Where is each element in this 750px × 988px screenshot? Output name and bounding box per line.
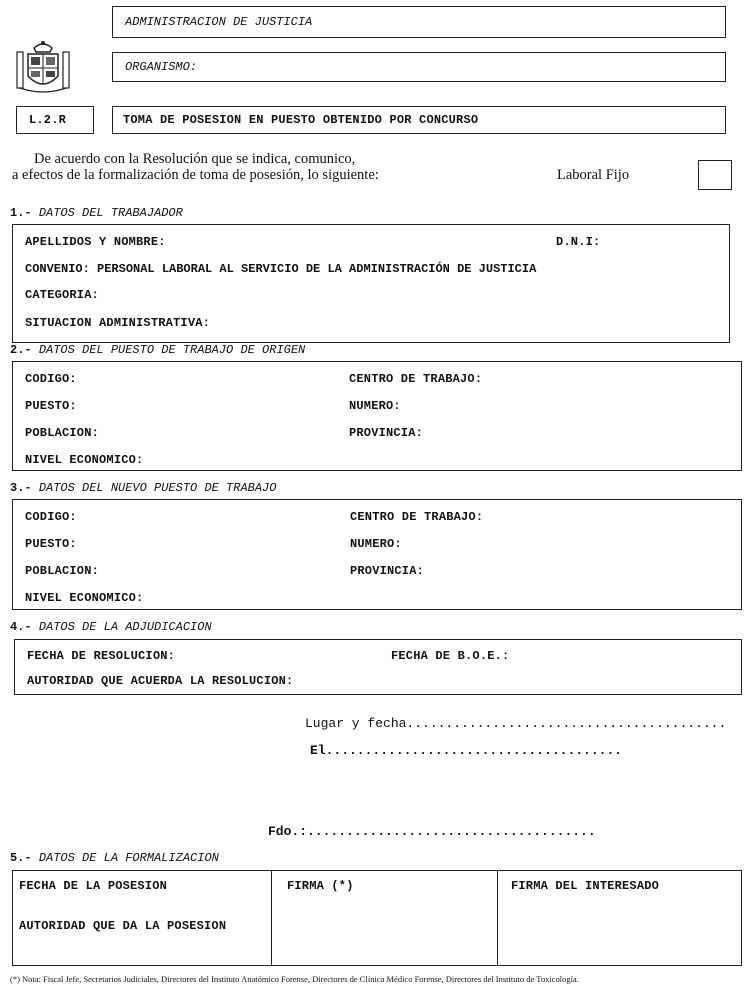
section-5-divider-1 (271, 871, 272, 965)
section-1-box (12, 224, 730, 343)
situacion-label: SITUACION ADMINISTRATIVA: (25, 316, 211, 330)
form-title-box (112, 106, 726, 134)
nuevo-nivel-label: NIVEL ECONOMICO: (25, 591, 144, 605)
section-4-box (14, 639, 742, 695)
fecha-posesion-label: FECHA DE LA POSESION (19, 879, 168, 893)
categoria-label: CATEGORIA: (25, 288, 100, 302)
section-3-heading (10, 481, 276, 495)
section-5-number: 5.- (10, 851, 32, 865)
section-2-box (12, 361, 742, 471)
section-3-number: 3.- (10, 481, 32, 495)
organismo-box (112, 52, 726, 82)
coat-of-arms-emblem (14, 38, 72, 96)
section-5-title: DATOS DE LA FORMALIZACION (38, 851, 219, 865)
firma-label: FIRMA (*) (287, 879, 354, 893)
organismo-label: ORGANISMO: (125, 60, 198, 74)
admin-title: ADMINISTRACION DE JUSTICIA (125, 15, 313, 29)
section-3-title: DATOS DEL NUEVO PUESTO DE TRABAJO (38, 481, 277, 495)
nuevo-centro-label: CENTRO DE TRABAJO: (350, 510, 484, 524)
nuevo-codigo-label: CODIGO: (25, 510, 77, 524)
nuevo-poblacion-label: POBLACION: (25, 564, 100, 578)
intro-line2: a efectos de la formalización de toma de posesión, lo siguiente: (12, 167, 379, 183)
fecha-boe-label: FECHA DE B.O.E.: (391, 649, 510, 663)
apellidos-label: APELLIDOS Y NOMBRE: (25, 235, 166, 249)
nuevo-numero-label: NUMERO: (350, 537, 402, 551)
section-4-number: 4.- (10, 620, 32, 634)
origen-nivel-label: NIVEL ECONOMICO: (25, 453, 144, 467)
autoridad-resolucion-label: AUTORIDAD QUE ACUERDA LA RESOLUCION: (27, 674, 294, 688)
section-3-box (12, 499, 742, 610)
section-1-heading (10, 206, 183, 220)
section-5-divider-2 (497, 871, 498, 965)
section-5-heading (10, 851, 219, 865)
admin-header-box (112, 6, 726, 38)
section-4-title: DATOS DE LA ADJUDICACION (38, 620, 212, 634)
origen-codigo-label: CODIGO: (25, 372, 77, 386)
origen-puesto-label: PUESTO: (25, 399, 77, 413)
laboral-fijo-label: Laboral Fijo (557, 167, 630, 183)
laboral-fijo-checkbox[interactable] (698, 160, 732, 190)
section-1-title: DATOS DEL TRABAJADOR (38, 206, 183, 220)
intro-line1: De acuerdo con la Resolución que se indica, comunico, (34, 151, 356, 167)
origen-provincia-label: PROVINCIA: (349, 426, 424, 440)
lugar-fecha-line: Lugar y fecha......................................... (305, 716, 727, 731)
origen-numero-label: NUMERO: (349, 399, 401, 413)
form-title: TOMA DE POSESION EN PUESTO OBTENIDO POR CONCURSO (123, 113, 479, 127)
origen-centro-label: CENTRO DE TRABAJO: (349, 372, 483, 386)
section-2-heading (10, 343, 305, 357)
fecha-resolucion-label: FECHA DE RESOLUCION: (27, 649, 176, 663)
section-1-number: 1.- (10, 206, 32, 220)
form-code-box (16, 106, 94, 134)
footnote: (*) Nota: Fiscal Jefe, Secretarios Judiciales, Directores del Instituto Anatómico Forense, Directores de Clínica Médico Forense, Directores del Instituto de Toxicología. (10, 974, 579, 984)
form-code: L.2.R (29, 113, 67, 127)
nuevo-puesto-label: PUESTO: (25, 537, 77, 551)
origen-poblacion-label: POBLACION: (25, 426, 100, 440)
dni-label: D.N.I: (556, 235, 601, 249)
el-line: El...................................... (310, 743, 623, 758)
section-4-heading (10, 620, 212, 634)
nuevo-provincia-label: PROVINCIA: (350, 564, 425, 578)
section-2-number: 2.- (10, 343, 32, 357)
section-5-box (12, 870, 742, 966)
autoridad-posesion-label: AUTORIDAD QUE DA LA POSESION (19, 919, 227, 933)
convenio-label: CONVENIO: PERSONAL LABORAL AL SERVICIO DE LA ADMINISTRACIÓN DE JUSTICIA (25, 262, 537, 276)
firma-interesado-label: FIRMA DEL INTERESADO (511, 879, 660, 893)
fdo-line: Fdo.:..................................... (268, 824, 596, 839)
section-2-title: DATOS DEL PUESTO DE TRABAJO DE ORIGEN (38, 343, 306, 357)
